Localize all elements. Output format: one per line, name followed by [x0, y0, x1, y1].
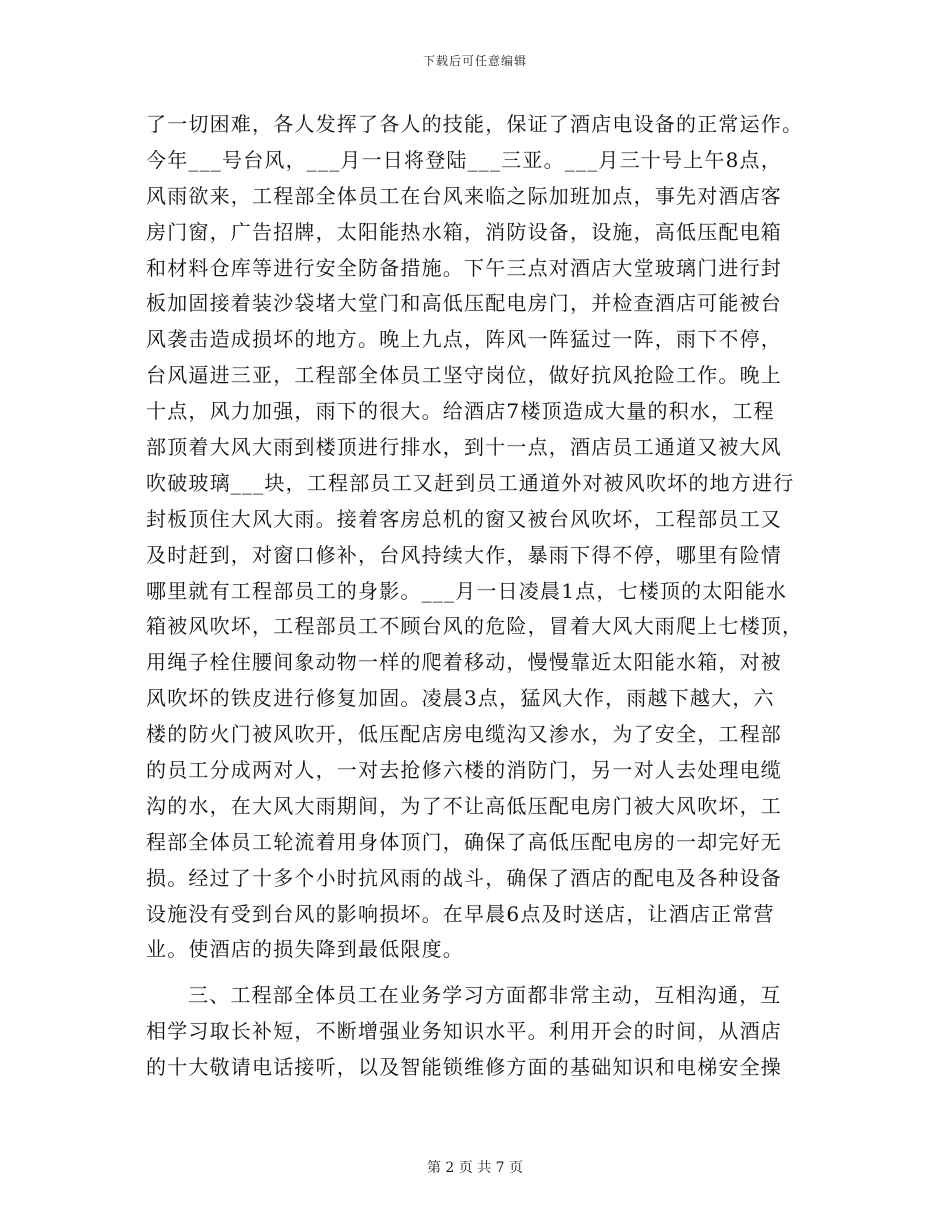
- body-line: 风袭击造成损坏的地方。晚上九点，阵风一阵猛过一阵，雨下不停，: [146, 327, 782, 352]
- body-line: 的员工分成两对人，一对去抢修六楼的消防门，另一对人去处理电缆: [146, 758, 782, 783]
- body-line: 哪里就有工程部员工的身影。___月一日凌晨1点，七楼顶的太阳能水: [146, 578, 788, 603]
- body-line: 楼的防火门被风吹开，低压配店房电缆沟又渗水，为了安全，工程部: [146, 722, 782, 747]
- body-line: 台风逼进三亚，工程部全体员工坚守岗位，做好抗风抢险工作。晚上: [146, 363, 782, 388]
- body-line: 部顶着大风大雨到楼顶进行排水，到十一点，酒店员工通道又被大风: [146, 435, 782, 460]
- paragraph-three-line: 的十大敬请电话接听，以及智能锁维修方面的基础知识和电梯安全操: [146, 1055, 782, 1080]
- body-line: 风雨欲来，工程部全体员工在台风来临之际加班加点，事先对酒店客: [146, 183, 782, 208]
- body-line: 了一切困难，各人发挥了各人的技能，保证了酒店电设备的正常运作。: [146, 112, 804, 136]
- body-line: 和材料仓库等进行安全防备措施。下午三点对酒店大堂玻璃门进行封: [146, 255, 782, 280]
- body-line: 设施没有受到台风的影响损坏。在早晨6点及时送店，让酒店正常营: [146, 901, 775, 926]
- body-line: 用绳子栓住腰间象动物一样的爬着移动，慢慢靠近太阳能水箱，对被: [146, 650, 782, 675]
- body-line: 板加固接着装沙袋堵大堂门和高低压配电房门，并检查酒店可能被台: [146, 291, 782, 316]
- page-number-footer: 第 2 页 共 7 页: [426, 1160, 524, 1176]
- body-line: 今年___号台风，___月一日将登陆___三亚。___月三十号上午8点，: [146, 147, 782, 172]
- body-line: 程部全体员工轮流着用身体顶门，确保了高低压配电房的一却完好无: [146, 829, 782, 854]
- paragraph-three-line: 相学习取长补短，不断增强业务知识水平。利用开会的时间，从酒店: [146, 1019, 782, 1044]
- body-line: 风吹坏的铁皮进行修复加固。凌晨3点，猛风大作，雨越下越大，六: [146, 686, 775, 711]
- body-line: 业。使酒店的损失降到最低限度。: [146, 937, 464, 962]
- body-line: 十点，风力加强，雨下的很大。给酒店7楼顶造成大量的积水，工程: [146, 399, 775, 424]
- body-line: 损。经过了十多个小时抗风雨的战斗，确保了酒店的配电及各种设备: [146, 865, 782, 890]
- page-header: 下载后可任意编辑: [422, 54, 527, 68]
- body-line: 吹破玻璃___块，工程部员工又赶到员工通道外对被风吹坏的地方进行: [146, 470, 795, 495]
- body-line: 箱被风吹坏，工程部员工不顾台风的危险，冒着大风大雨爬上七楼顶，: [146, 614, 804, 639]
- body-line: 沟的水，在大风大雨期间，为了不让高低压配电房门被大风吹坏，工: [146, 793, 782, 818]
- body-line: 房门窗，广告招牌，太阳能热水箱，消防设备，设施，高低压配电箱: [146, 219, 782, 244]
- paragraph-three-line: 三、工程部全体员工在业务学习方面都非常主动，互相沟通，互: [188, 983, 782, 1008]
- body-line: 封板顶住大风大雨。接着客房总机的窗又被台风吹坏，工程部员工又: [146, 506, 782, 531]
- document-body: [146, 107, 808, 1086]
- body-line: 及时赶到，对窗口修补，台风持续大作，暴雨下得不停，哪里有险情: [146, 542, 782, 567]
